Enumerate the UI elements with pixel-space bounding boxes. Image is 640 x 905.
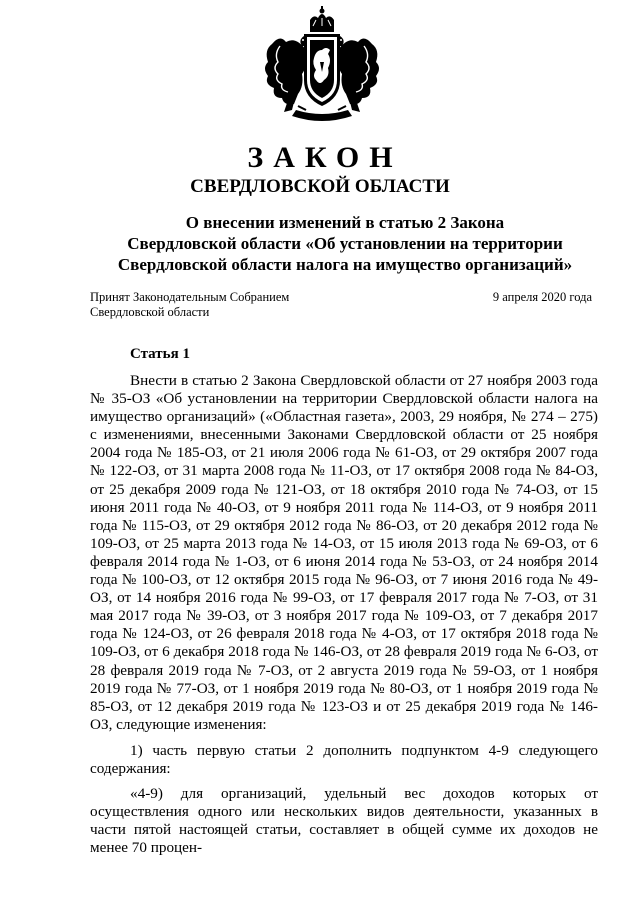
right-griffin-icon [337,36,379,112]
article-paragraph: Внести в статью 2 Закона Свердловской области от 27 ноября 2003 года № 35-ОЗ «Об установлении на территории Свердловской области налога на имущество организаций» («Областная газета», 2003, 29 ноября, № 274 – 275) с изменениями, внесенными Законами Свердловской области от 25 ноября 2004 года № 185-ОЗ, от 21 июля 2006 года № 61-ОЗ, от 29 октября 2007 года № 122-ОЗ, от 31 марта 2008 года № 11-ОЗ, от 17 октября 2008 года № 84-ОЗ, от 25 декабря 2009 года № 121-ОЗ, от 18 октября 2010 года № 74-ОЗ, от 15 июня 2011 года № 40-ОЗ, от 9 ноября 2011 года № 114-ОЗ, от 9 ноября 2011 года № 115-ОЗ, от 29 октября 2012 года № 86-ОЗ, от 20 декабря 2012 года № 109-ОЗ, от 25 марта 2013 года № 14-ОЗ, от 15 июля 2013 года № 69-ОЗ, от 6 февраля 2014 года № 1-ОЗ, от 6 июня 2014 года № 53-ОЗ, от 24 ноября 2014 года № 100-ОЗ, от 12 октября 2015 года № 96-ОЗ, от 7 июня 2016 года № 49-ОЗ, от 14 ноября 2016 года № 99-ОЗ, от 17 февраля 2017 года № 7-ОЗ, от 31 мая 2017 года № 39-ОЗ, от 3 ноября 2017 года № 109-ОЗ, от 7 декабря 2017 года № 124-ОЗ, от 26 февраля 2018 года № 4-ОЗ, от 17 октября 2018 года № 109-ОЗ, от 6 декабря 2018 года № 146-ОЗ, от 28 февраля 2019 года № 6-ОЗ, от 28 февраля 2019 года № 7-ОЗ, от 2 августа 2019 года № 59-ОЗ, от 1 ноября 2019 года № 77-ОЗ, от 1 ноября 2019 года № 80-ОЗ, от 1 ноября 2019 года № 85-ОЗ, от 12 декабря 2019 года № 123-ОЗ и от 25 декабря 2019 года № 146-ОЗ, следующие изменения: [90,372,598,733]
law-title: ЗАКОН [247,141,403,174]
article-paragraph: 1) часть первую статьи 2 дополнить подпунктом 4-9 следующего содержания: [90,741,598,777]
law-subject [110,212,580,275]
article-body [90,372,598,857]
shield-icon [304,34,340,106]
adopted-line: Свердловской области [90,305,210,319]
subject-line: О внесении изменений в статью 2 Закона [185,213,505,232]
article-heading: Статья 1 [130,346,190,362]
left-griffin-icon [265,36,307,112]
adopted-line: Принят Законодательным Собранием [90,290,290,304]
adoption-date: 9 апреля 2020 года [492,290,592,304]
article-paragraph: «4-9) для организаций, удельный вес доходов которых от осуществления одного или нескольких видов деятельности, указанных в части пятой настоящей статьи, составляет в общей сумме их доходов не менее 70 процен- [90,785,598,857]
base-ribbon-icon [292,106,352,121]
coat-of-arms-emblem [258,6,386,124]
adopted-by [90,290,289,320]
region-title: СВЕРДЛОВСКОЙ ОБЛАСТИ [190,176,450,197]
crown-icon [310,6,334,32]
subject-line: Свердловской области «Об установлении на территории [127,234,563,253]
subject-line: Свердловской области налога на имущество организаций» [117,255,573,274]
